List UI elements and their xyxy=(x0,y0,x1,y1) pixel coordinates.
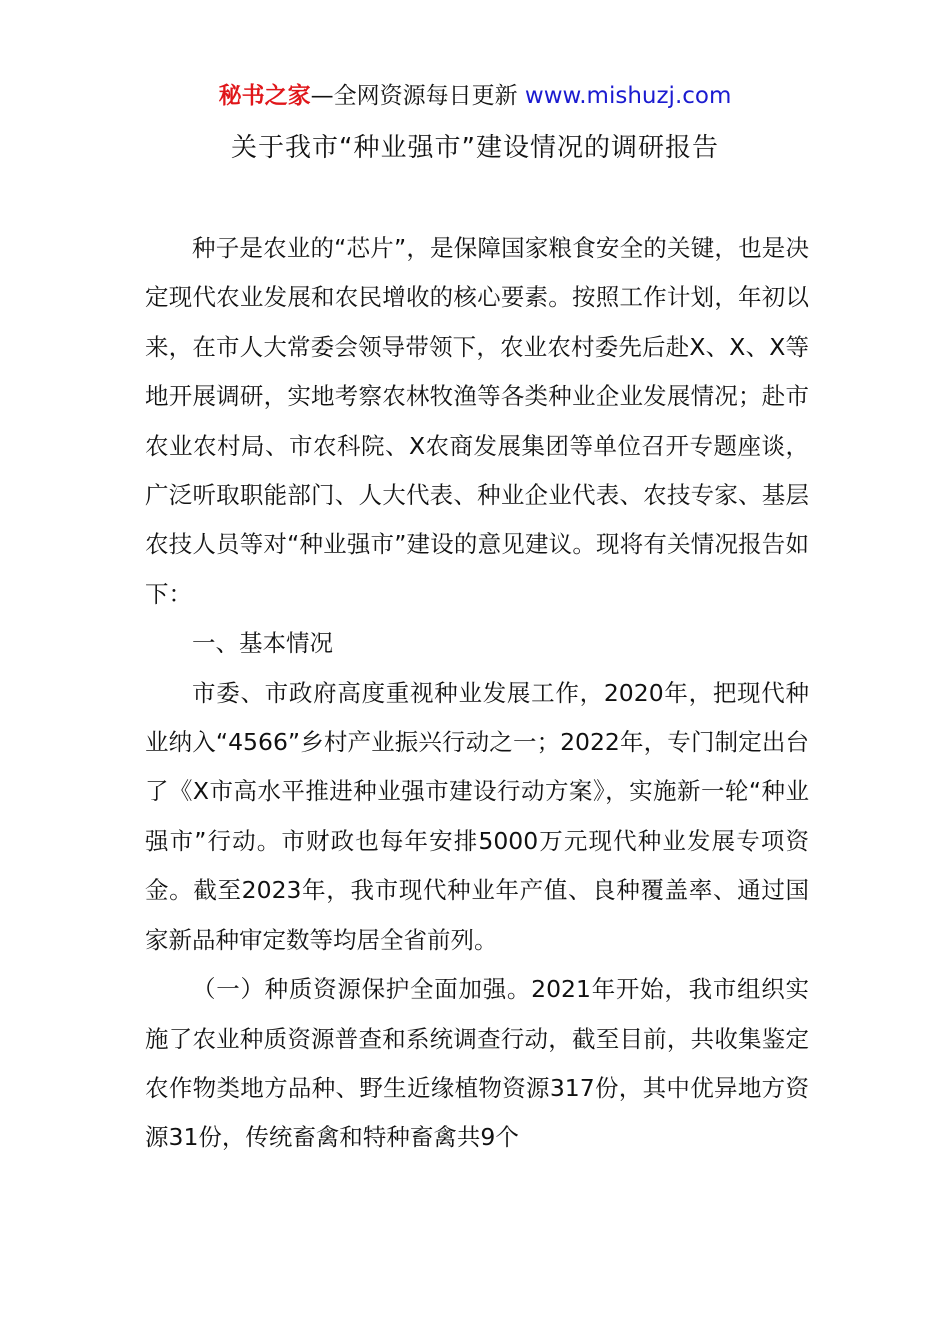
site-url-link[interactable]: www.mishuzj.com xyxy=(524,83,732,109)
basic-situation-paragraph: 市委、市政府高度重视种业发展工作，2020年，把现代种业纳入“4566”乡村产业振兴行动之一；2022年，专门制定出台了《X市高水平推进种业强市建设行动方案》，实施新一轮“种业强市”行动。市财政也每年安排5000万元现代种业发展专项资金。截至2023年，我市现代种业年产值、良种覆盖率、通过国家新品种审定数等均居全省前列。 xyxy=(145,678,809,954)
section-heading: 一、基本情况 xyxy=(192,629,333,658)
document-title: 关于我市“种业强市”建设情况的调研报告 xyxy=(231,133,719,163)
document-body xyxy=(145,224,809,1163)
germplasm-paragraph: （一）种质资源保护全面加强。2021年开始，我市组织实施了农业种质资源普查和系统调查行动，截至目前，共收集鉴定农作物类地方品种、野生近缘植物资源317份，其中优异地方资源31份，传统畜禽和特种畜禽共9个 xyxy=(145,975,809,1152)
site-brand: 秘书之家 xyxy=(218,83,311,109)
site-tagline: —全网资源每日更新 xyxy=(310,83,525,109)
site-header xyxy=(0,80,950,112)
intro-paragraph: 种子是农业的“芯片”，是保障国家粮食安全的关键，也是决定现代农业发展和农民增收的核心要素。按照工作计划，年初以来，在市人大常委会领导带领下，农业农村委先后赴X、X、X等地开展调研，实地考察农林牧渔等各类种业企业发展情况；赴市农业农村局、市农科院、X农商发展集团等单位召开专题座谈，广泛听取职能部门、人大代表、种业企业代表、农技专家、基层农技人员等对“种业强市”建设的意见建议。现将有关情况报告如下： xyxy=(145,234,809,608)
